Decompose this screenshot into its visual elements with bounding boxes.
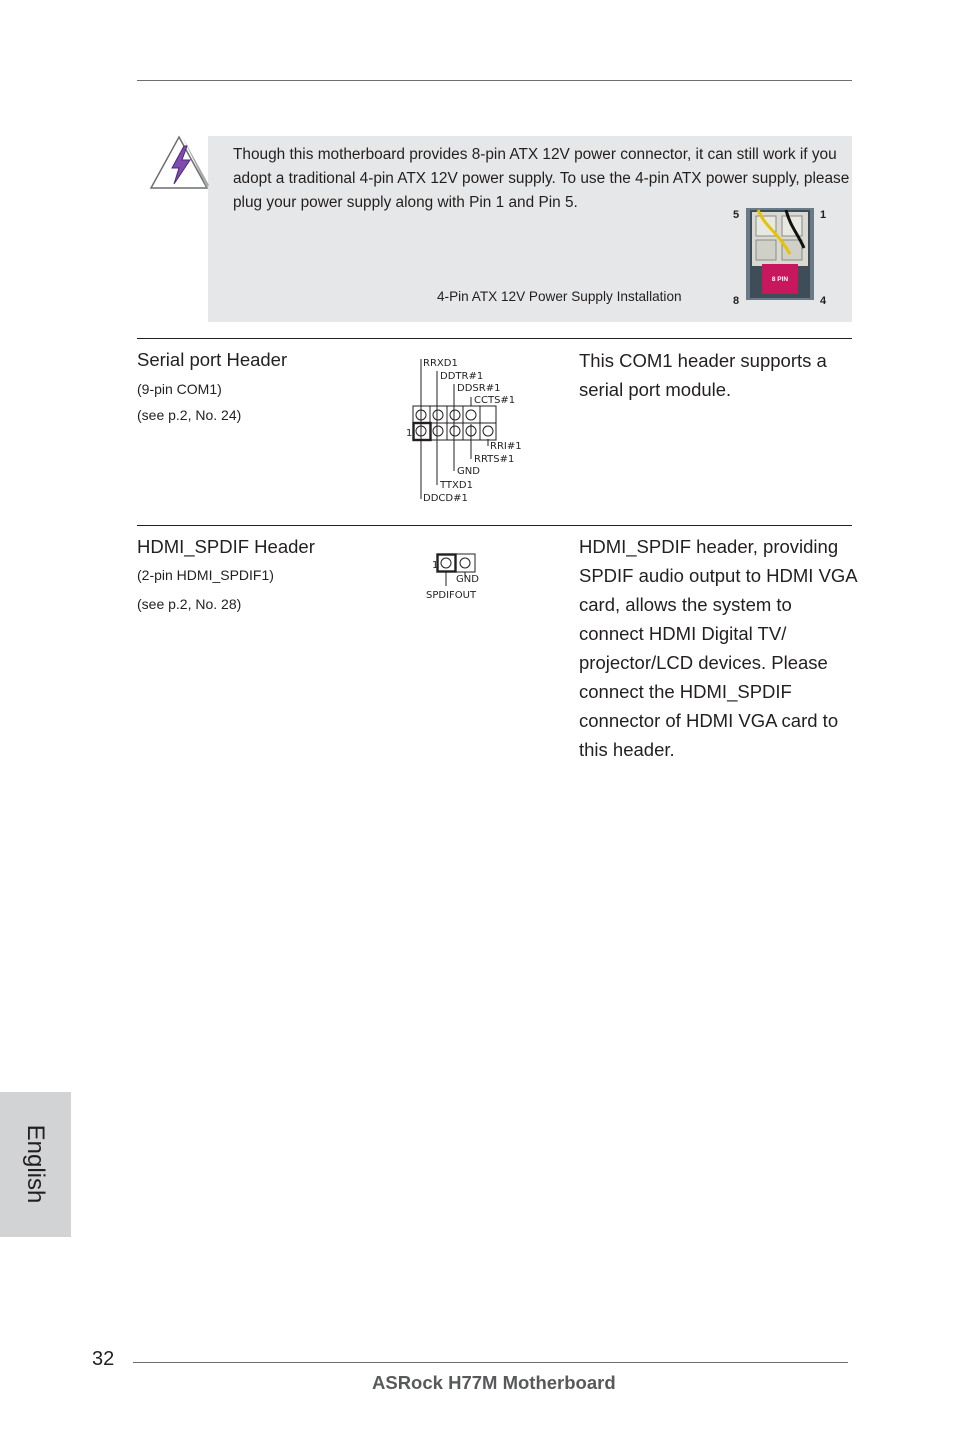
pin-label-top-right: 1	[820, 209, 827, 221]
hdmi-spdif-header-page-ref: (see p.2, No. 28)	[137, 596, 242, 612]
serial-label-ttxd1: TTXD1	[440, 480, 473, 491]
serial-label-rrts1: RRTS#1	[474, 454, 515, 465]
note-text: Though this motherboard provides 8-pin ATX 12V power connector, it can still work if you adopt a traditional 4-pin ATX 12V power supply. To use the 4-pin ATX power supply, please plug your power supply along with Pin 1 and Pin 5.	[233, 146, 850, 211]
hdmi-spdif-header-subtitle: (2-pin HDMI_SPDIF1)	[137, 567, 274, 583]
hdmi-spdif-pinout-diagram	[424, 550, 494, 602]
serial-label-rrxd1: RRXD1	[423, 358, 458, 369]
hdmi-spdif-label-gnd: GND	[456, 574, 479, 585]
hdmi-spdif-pin1-label: 1	[432, 560, 439, 571]
pin-label-bottom-right: 4	[820, 295, 827, 307]
power-connector-photo	[746, 208, 814, 300]
pin-label-top-left: 5	[733, 209, 740, 221]
serial-label-ddtr1: DDTR#1	[440, 371, 484, 382]
language-side-tab-label: English	[22, 1124, 49, 1204]
note-caption: 4-Pin ATX 12V Power Supply Installation	[437, 289, 682, 304]
pin-label-bottom-left: 8	[733, 295, 740, 307]
language-side-tab	[0, 1092, 71, 1237]
footer-rule	[133, 1362, 848, 1363]
serial-label-ddcd1: DDCD#1	[423, 493, 468, 504]
serial-header-subtitle: (9-pin COM1)	[137, 381, 222, 397]
serial-label-gnd: GND	[457, 466, 480, 477]
serial-pin1-label: 1	[406, 428, 413, 439]
serial-header-description: This COM1 header supports a serial port module.	[579, 350, 827, 400]
hdmi-spdif-header-description: HDMI_SPDIF header, providing SPDIF audio output to HDMI VGA card, allows the system to connect HDMI Digital TV/ projector/LCD devices. Please connect the HDMI_SPDIF connector of HDMI VGA card to this header.	[579, 536, 857, 760]
hdmi-spdif-label-spdifout: SPDIFOUT	[426, 590, 477, 601]
footer-title: ASRock H77M Motherboard	[372, 1372, 616, 1393]
serial-header-page-ref: (see p.2, No. 24)	[137, 407, 242, 423]
serial-header-title: Serial port Header	[137, 349, 288, 370]
section-rule-serial	[137, 338, 852, 339]
warning-lightning-icon	[148, 134, 210, 192]
serial-label-rri1: RRI#1	[490, 441, 522, 452]
top-rule	[137, 80, 852, 81]
hdmi-spdif-header-title: HDMI_SPDIF Header	[137, 536, 315, 557]
connector-pin-text: 8 PIN	[771, 276, 789, 283]
serial-label-ddsr1: DDSR#1	[457, 383, 501, 394]
page-number: 32	[92, 1348, 115, 1370]
serial-pinout-diagram	[400, 354, 530, 506]
serial-label-ccts1: CCTS#1	[474, 395, 516, 406]
section-rule-hdmi-spdif	[137, 525, 852, 526]
